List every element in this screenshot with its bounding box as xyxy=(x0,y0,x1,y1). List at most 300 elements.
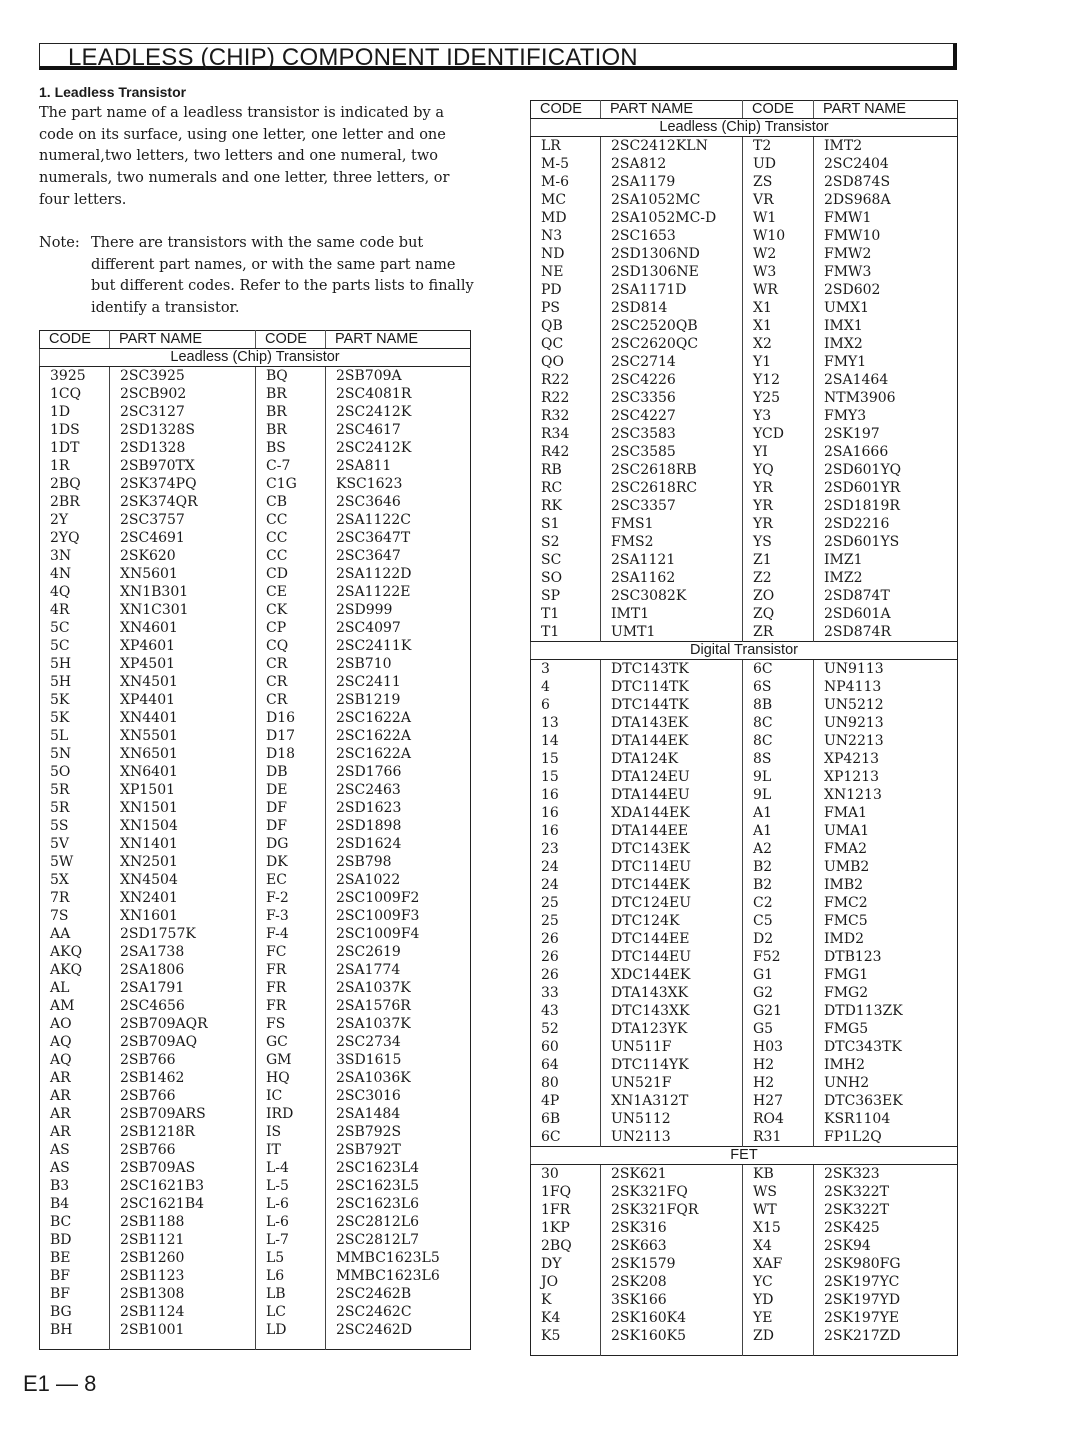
part-name-cell: IMB2 xyxy=(814,876,958,894)
table-row xyxy=(40,943,471,961)
code-cell: CR xyxy=(256,673,326,691)
code-cell: WR xyxy=(743,281,814,299)
table-padding-row xyxy=(40,1339,471,1350)
code-cell: 7S xyxy=(50,908,69,924)
table-row xyxy=(531,551,958,569)
table-row xyxy=(40,583,471,601)
code-cell: 2BR xyxy=(50,494,80,510)
part-name-cell: 2SA1122E xyxy=(326,583,471,601)
part-name-cell: XN4601 xyxy=(110,619,256,637)
code-cell: C1G xyxy=(256,475,326,493)
table-row xyxy=(531,930,958,948)
part-name-cell: MMBC1623L6 xyxy=(326,1267,471,1285)
code-cell: LB xyxy=(256,1285,326,1303)
part-name-cell: DTA124EU xyxy=(601,768,743,786)
table-row xyxy=(531,696,958,714)
code-cell: AS xyxy=(50,1160,70,1176)
table-row xyxy=(40,529,471,547)
part-name-cell: XN6501 xyxy=(110,745,256,763)
section-title: FET xyxy=(531,1147,958,1165)
code-cell: 8B xyxy=(743,696,814,714)
section-title: Leadless (Chip) Transistor xyxy=(531,119,958,137)
code-cell: M-5 xyxy=(541,156,569,172)
part-name-cell: UMB2 xyxy=(814,858,958,876)
code-cell: 5H xyxy=(50,656,72,672)
part-name-cell: IMZ2 xyxy=(814,569,958,587)
code-cell: 4Q xyxy=(50,584,71,600)
code-cell: R31 xyxy=(743,1128,814,1147)
code-cell: LC xyxy=(256,1303,326,1321)
code-cell: YC xyxy=(743,1273,814,1291)
code-cell: D18 xyxy=(256,745,326,763)
table-row xyxy=(531,497,958,515)
code-cell: AO xyxy=(50,1016,72,1032)
code-cell: 6B xyxy=(541,1111,561,1127)
code-cell: UD xyxy=(743,155,814,173)
table-row xyxy=(531,966,958,984)
section-title: Leadless (Chip) Transistor xyxy=(40,349,471,367)
code-cell: L-6 xyxy=(256,1195,326,1213)
part-name-cell: 2SC3646 xyxy=(326,493,471,511)
part-name-cell: 2SD601YS xyxy=(814,533,958,551)
code-cell: Y25 xyxy=(743,389,814,407)
table-row xyxy=(531,678,958,696)
code-cell: BE xyxy=(50,1250,71,1266)
part-name-cell: DTC144EK xyxy=(601,876,743,894)
part-name-cell: DTA124K xyxy=(601,750,743,768)
part-name-cell: XN4501 xyxy=(110,673,256,691)
part-name-cell: 2SA1052MC xyxy=(601,191,743,209)
code-cell: T2 xyxy=(743,137,814,156)
code-cell: CC xyxy=(256,511,326,529)
part-name-cell: 2SB792T xyxy=(326,1141,471,1159)
code-cell: 24 xyxy=(541,859,559,875)
part-name-cell: XN5601 xyxy=(110,565,256,583)
part-name-cell: FMA1 xyxy=(814,804,958,822)
code-cell: 13 xyxy=(541,715,559,731)
section-title-row xyxy=(531,642,958,660)
code-cell: 15 xyxy=(541,751,559,767)
code-cell: 7R xyxy=(50,890,70,906)
table-row xyxy=(531,660,958,679)
part-name-cell: 2SD874T xyxy=(814,587,958,605)
table-row xyxy=(531,335,958,353)
part-name-cell: XP4501 xyxy=(110,655,256,673)
code-cell: K5 xyxy=(541,1328,561,1344)
table-row xyxy=(531,605,958,623)
table-row xyxy=(40,1213,471,1231)
code-cell: BF xyxy=(50,1268,71,1284)
code-cell: RO4 xyxy=(743,1110,814,1128)
code-cell: 6C xyxy=(743,660,814,679)
code-cell: 8C xyxy=(743,714,814,732)
part-name-cell: XP1501 xyxy=(110,781,256,799)
part-name-cell: 2SB792S xyxy=(326,1123,471,1141)
code-cell: YE xyxy=(743,1309,814,1327)
code-cell: W2 xyxy=(743,245,814,263)
part-name-cell: 2SD814 xyxy=(601,299,743,317)
table-row xyxy=(531,750,958,768)
part-name-cell: UMT1 xyxy=(601,623,743,642)
part-name-cell: 2SC3647 xyxy=(326,547,471,565)
part-name-cell: NTM3906 xyxy=(814,389,958,407)
code-cell: FR xyxy=(256,997,326,1015)
table-row xyxy=(531,732,958,750)
code-cell: BR xyxy=(256,421,326,439)
col-header-part-name: PART NAME xyxy=(110,331,256,349)
code-cell: W10 xyxy=(743,227,814,245)
table-row xyxy=(531,407,958,425)
code-cell: 26 xyxy=(541,949,559,965)
code-cell: AR xyxy=(50,1124,71,1140)
code-cell: CR xyxy=(256,691,326,709)
code-cell: 3 xyxy=(541,661,550,677)
table-row xyxy=(40,403,471,421)
code-cell: LR xyxy=(541,138,561,154)
table-row xyxy=(531,858,958,876)
code-cell: MC xyxy=(541,192,567,208)
table-row xyxy=(531,894,958,912)
table-row xyxy=(40,709,471,727)
code-cell: AM xyxy=(50,998,75,1014)
code-cell: R34 xyxy=(541,426,570,442)
code-cell: B2 xyxy=(743,876,814,894)
table-row xyxy=(40,781,471,799)
part-name-cell: 2SC1009F3 xyxy=(326,907,471,925)
code-cell: 15 xyxy=(541,769,559,785)
table-row xyxy=(531,1092,958,1110)
code-cell: T1 xyxy=(541,606,560,622)
table-row xyxy=(40,673,471,691)
right-parts-table xyxy=(530,100,958,1356)
code-cell: ZD xyxy=(743,1327,814,1345)
part-name-cell: 2SB766 xyxy=(110,1141,256,1159)
code-cell: FR xyxy=(256,979,326,997)
part-name-cell: 2SC3647T xyxy=(326,529,471,547)
code-cell: BH xyxy=(50,1322,73,1338)
part-name-cell: 2SB1260 xyxy=(110,1249,256,1267)
code-cell: DF xyxy=(256,817,326,835)
part-name-cell: 2SD1306NE xyxy=(601,263,743,281)
code-cell: R22 xyxy=(541,390,570,406)
part-name-cell: DTB123 xyxy=(814,948,958,966)
part-name-cell: XN5501 xyxy=(110,727,256,745)
code-cell: PD xyxy=(541,282,562,298)
part-name-cell: 2SC2812L6 xyxy=(326,1213,471,1231)
part-name-cell: 2SC3585 xyxy=(601,443,743,461)
part-name-cell: NP4113 xyxy=(814,678,958,696)
table-row xyxy=(531,1165,958,1184)
code-cell: S1 xyxy=(541,516,560,532)
code-cell: B2 xyxy=(743,858,814,876)
code-cell: D17 xyxy=(256,727,326,745)
part-name-cell: 2SD1898 xyxy=(326,817,471,835)
code-cell: CR xyxy=(256,655,326,673)
code-cell: A1 xyxy=(743,804,814,822)
table-row xyxy=(40,1051,471,1069)
table-row xyxy=(40,1087,471,1105)
part-name-cell: IMT2 xyxy=(814,137,958,156)
part-name-cell: 2SC2412KLN xyxy=(601,137,743,156)
part-name-cell: IMX2 xyxy=(814,335,958,353)
part-name-cell: 2SB1308 xyxy=(110,1285,256,1303)
code-cell: 4P xyxy=(541,1093,560,1109)
code-cell: QC xyxy=(541,336,564,352)
code-cell: ZO xyxy=(743,587,814,605)
code-cell: X1 xyxy=(743,299,814,317)
part-name-cell: 2SD1766 xyxy=(326,763,471,781)
code-cell: IC xyxy=(256,1087,326,1105)
part-name-cell: 2SC2619 xyxy=(326,943,471,961)
code-cell: YS xyxy=(743,533,814,551)
part-name-cell: 2SCB902 xyxy=(110,385,256,403)
code-cell: 1FQ xyxy=(541,1184,572,1200)
part-name-cell: 2SC1621B4 xyxy=(110,1195,256,1213)
table-row xyxy=(531,461,958,479)
part-name-cell: 2SK620 xyxy=(110,547,256,565)
code-cell: H2 xyxy=(743,1074,814,1092)
code-cell: VR xyxy=(743,191,814,209)
part-name-cell: XP4601 xyxy=(110,637,256,655)
part-name-cell: 2SC4226 xyxy=(601,371,743,389)
part-name-cell: 2SD1819R xyxy=(814,497,958,515)
code-cell: YR xyxy=(743,497,814,515)
code-cell: 6C xyxy=(541,1129,561,1145)
part-name-cell: 2SA1122C xyxy=(326,511,471,529)
code-cell: R32 xyxy=(541,408,570,424)
code-cell: GC xyxy=(256,1033,326,1051)
code-cell: L-4 xyxy=(256,1159,326,1177)
code-cell: YR xyxy=(743,515,814,533)
right-table-body xyxy=(531,119,958,1356)
code-cell: 4R xyxy=(50,602,70,618)
part-name-cell: FMG1 xyxy=(814,966,958,984)
code-cell: 26 xyxy=(541,967,559,983)
code-cell: BF xyxy=(50,1286,71,1302)
part-name-cell: 2SC2812L7 xyxy=(326,1231,471,1249)
table-row xyxy=(40,1177,471,1195)
code-cell: M-6 xyxy=(541,174,569,190)
table-row xyxy=(531,1020,958,1038)
code-cell: CD xyxy=(256,565,326,583)
part-name-cell: 2SC2618RC xyxy=(601,479,743,497)
part-name-cell: XP1213 xyxy=(814,768,958,786)
part-name-cell: 2SC4227 xyxy=(601,407,743,425)
part-name-cell: XN1A312T xyxy=(601,1092,743,1110)
code-cell: 33 xyxy=(541,985,559,1001)
code-cell: 9L xyxy=(743,786,814,804)
part-name-cell: XN1213 xyxy=(814,786,958,804)
code-cell: AKQ xyxy=(50,962,83,978)
table-row xyxy=(531,353,958,371)
code-cell: 5K xyxy=(50,692,70,708)
part-name-cell: 2SB709A xyxy=(326,367,471,386)
part-name-cell: 2SC3082K xyxy=(601,587,743,605)
part-name-cell: 2SC2412K xyxy=(326,403,471,421)
table-row xyxy=(531,389,958,407)
part-name-cell: 2SD1328S xyxy=(110,421,256,439)
part-name-cell: FMY3 xyxy=(814,407,958,425)
part-name-cell: 2SA811 xyxy=(326,457,471,475)
part-name-cell: 2SK217ZD xyxy=(814,1327,958,1345)
code-cell: R42 xyxy=(541,444,570,460)
part-name-cell: 2SB709ARS xyxy=(110,1105,256,1123)
code-cell: DY xyxy=(541,1256,562,1272)
part-name-cell: XN2401 xyxy=(110,889,256,907)
code-cell: BS xyxy=(256,439,326,457)
table-row xyxy=(531,317,958,335)
part-name-cell: UN9213 xyxy=(814,714,958,732)
table-row xyxy=(531,804,958,822)
code-cell: K xyxy=(541,1292,552,1308)
table-row xyxy=(531,1038,958,1056)
part-name-cell: 2SC2462C xyxy=(326,1303,471,1321)
part-name-cell: 2SK1579 xyxy=(601,1255,743,1273)
part-name-cell: 2SB1124 xyxy=(110,1303,256,1321)
code-cell: F-4 xyxy=(256,925,326,943)
table-row xyxy=(40,1267,471,1285)
part-name-cell: 2SK980FG xyxy=(814,1255,958,1273)
table-row xyxy=(531,515,958,533)
table-row xyxy=(531,1002,958,1020)
part-name-cell: 2SD874R xyxy=(814,623,958,642)
part-name-cell: FP1L2Q xyxy=(814,1128,958,1147)
part-name-cell: DTA143XK xyxy=(601,984,743,1002)
table-row xyxy=(531,786,958,804)
part-name-cell: 2SD601A xyxy=(814,605,958,623)
table-row xyxy=(40,457,471,475)
table-row xyxy=(40,817,471,835)
code-cell: S2 xyxy=(541,534,560,550)
part-name-cell: 2SK374PQ xyxy=(110,475,256,493)
part-name-cell: FMW2 xyxy=(814,245,958,263)
part-name-cell: UN5112 xyxy=(601,1110,743,1128)
code-cell: BC xyxy=(50,1214,72,1230)
code-cell: SP xyxy=(541,588,561,604)
table-row xyxy=(40,1195,471,1213)
code-cell: 26 xyxy=(541,931,559,947)
code-cell: AS xyxy=(50,1142,70,1158)
code-cell: D16 xyxy=(256,709,326,727)
code-cell: QB xyxy=(541,318,563,334)
table-row xyxy=(40,655,471,673)
table-row xyxy=(40,1015,471,1033)
table-row xyxy=(40,475,471,493)
code-cell: L5 xyxy=(256,1249,326,1267)
part-name-cell: 2SC2411K xyxy=(326,637,471,655)
part-name-cell: 2SA1484 xyxy=(326,1105,471,1123)
part-name-cell: 2SC2404 xyxy=(814,155,958,173)
part-name-cell: UN5212 xyxy=(814,696,958,714)
part-name-cell: 2SB709AS xyxy=(110,1159,256,1177)
table-row xyxy=(40,493,471,511)
part-name-cell: 2SC4691 xyxy=(110,529,256,547)
part-name-cell: IMZ1 xyxy=(814,551,958,569)
part-name-cell: DTC124K xyxy=(601,912,743,930)
part-name-cell: FMY1 xyxy=(814,353,958,371)
part-name-cell: DTC114TK xyxy=(601,678,743,696)
code-cell: 5C xyxy=(50,638,70,654)
part-name-cell: 2SK621 xyxy=(601,1165,743,1184)
code-cell: 16 xyxy=(541,805,559,821)
code-cell: 5X xyxy=(50,872,69,888)
part-name-cell: FMC5 xyxy=(814,912,958,930)
intro-paragraph: The part name of a leadless transistor is indicated by a code on its surface, using one letter, one letter and one numeral,two letters, two letters and one numeral, two numerals, two numerals and one letter, three letters, or four letters. xyxy=(39,105,450,208)
code-cell: W1 xyxy=(743,209,814,227)
note-label: Note: xyxy=(39,235,80,251)
part-name-cell: DTA143EK xyxy=(601,714,743,732)
part-name-cell: 2SA1162 xyxy=(601,569,743,587)
table-row xyxy=(531,1219,958,1237)
part-name-cell: 2SC1622A xyxy=(326,745,471,763)
code-cell: 5H xyxy=(50,674,72,690)
table-row xyxy=(40,727,471,745)
left-parts-table xyxy=(39,330,471,1350)
code-cell: 5V xyxy=(50,836,70,852)
part-name-cell: 2SC2463 xyxy=(326,781,471,799)
code-cell: 1R xyxy=(50,458,70,474)
table-row xyxy=(40,871,471,889)
table-row xyxy=(531,479,958,497)
part-name-cell: 2SC4656 xyxy=(110,997,256,1015)
code-cell: IT xyxy=(256,1141,326,1159)
code-cell: 14 xyxy=(541,733,559,749)
code-cell: 16 xyxy=(541,823,559,839)
part-name-cell: 2SK94 xyxy=(814,1237,958,1255)
code-cell: H2 xyxy=(743,1056,814,1074)
table-row xyxy=(531,155,958,173)
table-row xyxy=(531,443,958,461)
part-name-cell: 2SC3583 xyxy=(601,425,743,443)
code-cell: X15 xyxy=(743,1219,814,1237)
code-cell: 4 xyxy=(541,679,550,695)
part-name-cell: 2SK197YE xyxy=(814,1309,958,1327)
part-name-cell: 2SC3016 xyxy=(326,1087,471,1105)
part-name-cell: XN2501 xyxy=(110,853,256,871)
part-name-cell: FMA2 xyxy=(814,840,958,858)
code-cell: FC xyxy=(256,943,326,961)
table-row xyxy=(531,533,958,551)
code-cell: C2 xyxy=(743,894,814,912)
code-cell: L-7 xyxy=(256,1231,326,1249)
part-name-cell: 2SB798 xyxy=(326,853,471,871)
code-cell: Y12 xyxy=(743,371,814,389)
part-name-cell: 2SA1121 xyxy=(601,551,743,569)
table-row xyxy=(40,1303,471,1321)
table-row xyxy=(40,565,471,583)
code-cell: DB xyxy=(256,763,326,781)
part-name-cell: 2SA1022 xyxy=(326,871,471,889)
table-row xyxy=(40,997,471,1015)
code-cell: Z1 xyxy=(743,551,814,569)
part-name-cell: 2SK160K5 xyxy=(601,1327,743,1345)
part-name-cell: 2SC2618RB xyxy=(601,461,743,479)
code-cell: L-6 xyxy=(256,1213,326,1231)
table-row xyxy=(40,763,471,781)
code-cell: DG xyxy=(256,835,326,853)
part-name-cell: 2SK321FQR xyxy=(601,1201,743,1219)
code-cell: 30 xyxy=(541,1166,559,1182)
table-row xyxy=(531,1128,958,1147)
part-name-cell: 2SC1009F2 xyxy=(326,889,471,907)
code-cell: CC xyxy=(256,547,326,565)
code-cell: DK xyxy=(256,853,326,871)
part-name-cell: 2SD1624 xyxy=(326,835,471,853)
code-cell: 5S xyxy=(50,818,69,834)
code-cell: ZQ xyxy=(743,605,814,623)
part-name-cell: 2SD601YR xyxy=(814,479,958,497)
table-row xyxy=(531,137,958,156)
